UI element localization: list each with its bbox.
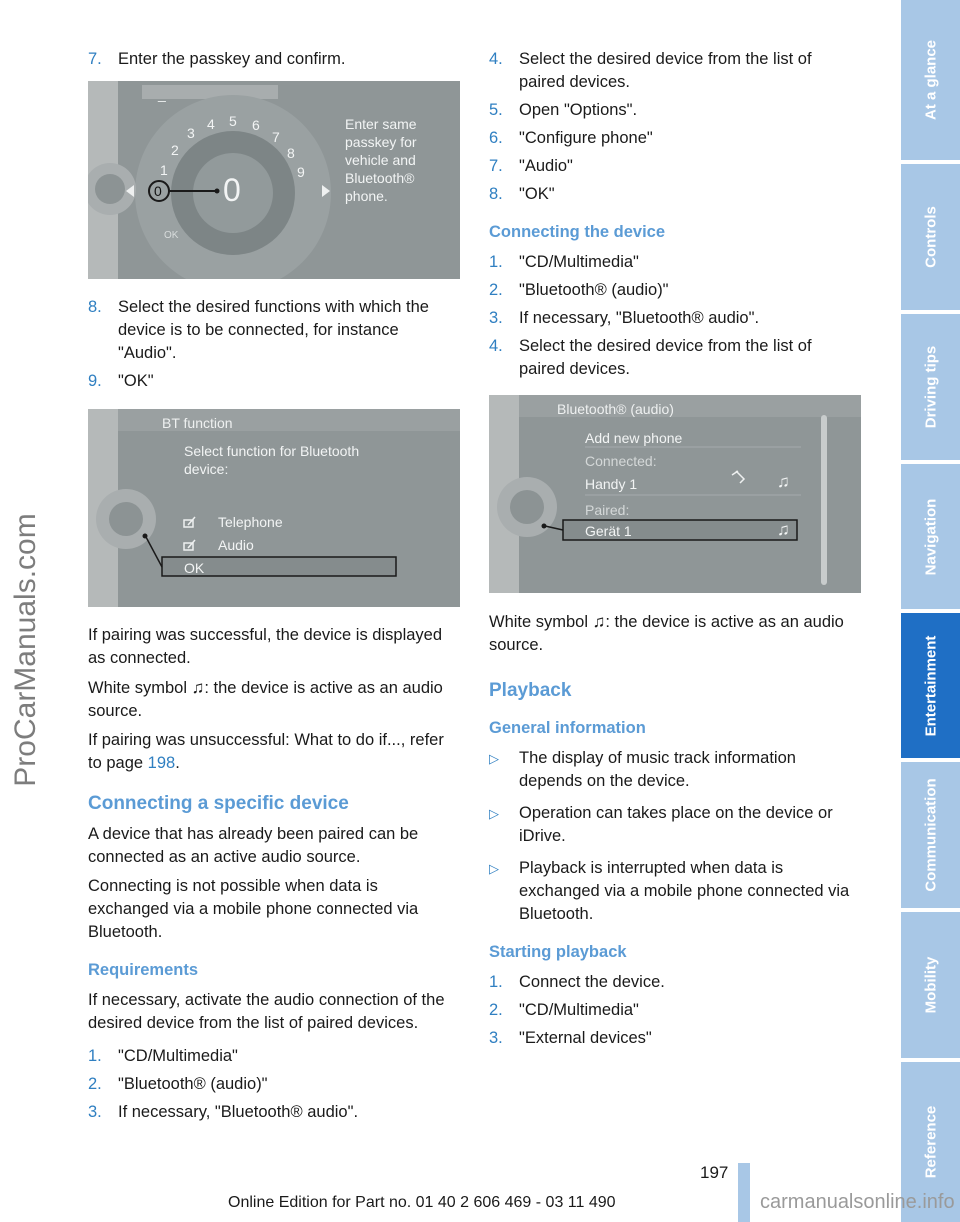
white-symbol-text: White symbol ♫: the device is active as an audio source.	[489, 612, 844, 654]
right-step-5: 5. Open "Options".	[489, 101, 638, 119]
passkey-digit-8: 8	[287, 145, 295, 161]
passkey-screen	[88, 81, 460, 279]
passkey-digit-7: 7	[272, 129, 280, 145]
white-symbol-text: White symbol ♫: the device is active as an audio source.	[88, 678, 443, 720]
right-step-6: 6. "Configure phone"	[489, 129, 653, 147]
connect-step-4: 4. Select the desired device from the list of paired devices.	[489, 337, 812, 378]
bt-function-screen	[88, 409, 460, 607]
chapter-tab-bar	[901, 0, 960, 1222]
step-text: "OK"	[118, 372, 154, 390]
step-number: 9.	[88, 372, 102, 390]
music-note-icon: ♫	[777, 472, 790, 491]
passkey-field: _	[158, 86, 166, 102]
triangle-bullet-icon: ▷	[489, 751, 499, 766]
pairing-success-text: If pairing was successful, the device is displayed as connected.	[88, 626, 443, 667]
connect-step-3: 3. If necessary, "Bluetooth® audio".	[489, 309, 760, 327]
tab-reference[interactable]: Reference	[901, 1062, 960, 1222]
req-step-1: 1. "CD/Multimedia"	[88, 1047, 238, 1065]
bt-function-title: BT function	[162, 415, 233, 431]
heading-requirements: Requirements	[88, 961, 199, 979]
paired-label: Paired:	[585, 502, 630, 518]
passkey-digit-2: 2	[171, 142, 179, 158]
music-note-icon: ♫	[592, 612, 606, 631]
start-step-2: 2. "CD/Multimedia"	[489, 1001, 639, 1019]
connect-step-1: 1. "CD/Multimedia"	[489, 253, 639, 271]
page-number: 197	[700, 1163, 729, 1182]
tab-mobility[interactable]: Mobility	[901, 912, 960, 1058]
connect-paragraph-1: A device that has already been paired can be connected as an active audio source.	[88, 825, 419, 866]
passkey-hint: Enter same passkey for vehicle and Bluetooth® phone.	[345, 116, 417, 204]
start-step-1: 1. Connect the device.	[489, 973, 665, 991]
footer-edition: Online Edition for Part no. 01 40 2 606 469 - 03 11 490	[228, 1194, 616, 1211]
tab-driving-tips[interactable]: Driving tips	[901, 314, 960, 460]
right-step-8: 8. "OK"	[489, 185, 555, 203]
side-watermark: ProCarManuals.com	[9, 513, 42, 787]
tab-at-a-glance[interactable]: At a glance	[901, 0, 960, 160]
page-marker	[738, 1163, 750, 1222]
bt-function-telephone[interactable]: Telephone	[218, 514, 283, 530]
passkey-digit-0: 0	[154, 183, 162, 199]
right-step-4: 4. Select the desired device from the list of paired devices.	[489, 50, 812, 91]
right-step-7: 7. "Audio"	[489, 157, 573, 175]
step-text: Enter the passkey and confirm.	[118, 50, 346, 68]
passkey-digit-5: 5	[229, 113, 237, 129]
bluetooth-audio-screen	[489, 395, 861, 593]
tab-controls[interactable]: Controls	[901, 164, 960, 310]
step-9	[88, 370, 460, 393]
heading-general-information: General information	[489, 719, 646, 737]
bt-function-prompt: Select function for Bluetooth device:	[184, 443, 360, 477]
connected-label: Connected:	[585, 453, 657, 469]
bt-audio-title: Bluetooth® (audio)	[557, 401, 674, 417]
triangle-bullet-icon: ▷	[489, 806, 499, 821]
bullet-item: ▷ Operation can takes place on the device or iDrive.	[489, 802, 861, 848]
step-8	[88, 296, 460, 365]
triangle-bullet-icon: ▷	[489, 861, 499, 876]
device-handy-1[interactable]: Handy 1	[585, 476, 638, 492]
start-step-3: 3. "External devices"	[489, 1029, 652, 1047]
heading-connecting-specific-device: Connecting a specific device	[88, 793, 349, 814]
footer-watermark: carmanualsonline.info	[760, 1191, 955, 1213]
bullet-item: ▷ Playback is interrupted when data is exchanged via a mobile phone connected via Bluetooth.	[489, 857, 861, 926]
passkey-ok: OK	[164, 230, 179, 241]
page-198-link[interactable]: 198	[147, 754, 176, 772]
music-note-icon: ♫	[191, 678, 205, 697]
heading-playback: Playback	[489, 680, 572, 701]
connect-step-2: 2. "Bluetooth® (audio)"	[489, 281, 669, 299]
step-text: Select the desired functions with which the device is to be connected, for instance "Audio".	[118, 298, 429, 362]
device-geraet-1[interactable]: Gerät 1	[585, 523, 632, 539]
heading-connecting-device: Connecting the device	[489, 223, 666, 241]
step-7	[88, 48, 460, 71]
music-note-icon: ♫	[777, 520, 790, 539]
passkey-digit-1: 1	[160, 162, 168, 178]
step-number: 7.	[88, 50, 102, 68]
heading-starting-playback: Starting playback	[489, 943, 627, 961]
step-number: 8.	[88, 298, 102, 316]
bt-function-audio[interactable]: Audio	[218, 537, 254, 553]
requirements-paragraph: If necessary, activate the audio connection of the desired device from the list of paired devices.	[88, 991, 445, 1032]
tab-entertainment[interactable]: Entertainment	[901, 613, 960, 758]
passkey-digit-3: 3	[187, 125, 195, 141]
req-step-3: 3. If necessary, "Bluetooth® audio".	[88, 1103, 359, 1121]
right-column	[489, 48, 861, 1055]
connect-paragraph-2: Connecting is not possible when data is exchanged via a mobile phone connected via Bluetooth.	[88, 877, 419, 941]
tab-navigation[interactable]: Navigation	[901, 464, 960, 609]
bullet-item: ▷ The display of music track information depends on the device.	[489, 747, 861, 793]
req-step-2: 2. "Bluetooth® (audio)"	[88, 1075, 268, 1093]
add-new-phone[interactable]: Add new phone	[585, 430, 683, 446]
tab-communication[interactable]: Communication	[901, 762, 960, 908]
passkey-digit-6: 6	[252, 117, 260, 133]
pairing-fail-text: If pairing was unsuccessful: What to do if..., refer to page 198.	[88, 731, 444, 772]
bt-function-ok[interactable]: OK	[184, 560, 205, 576]
passkey-big-digit: 0	[223, 172, 241, 208]
passkey-digit-9: 9	[297, 164, 305, 180]
passkey-digit-4: 4	[207, 116, 215, 132]
bt-function-screen-graphic	[88, 409, 460, 607]
left-column	[88, 48, 460, 1129]
bluetooth-audio-screen-graphic	[489, 395, 861, 593]
